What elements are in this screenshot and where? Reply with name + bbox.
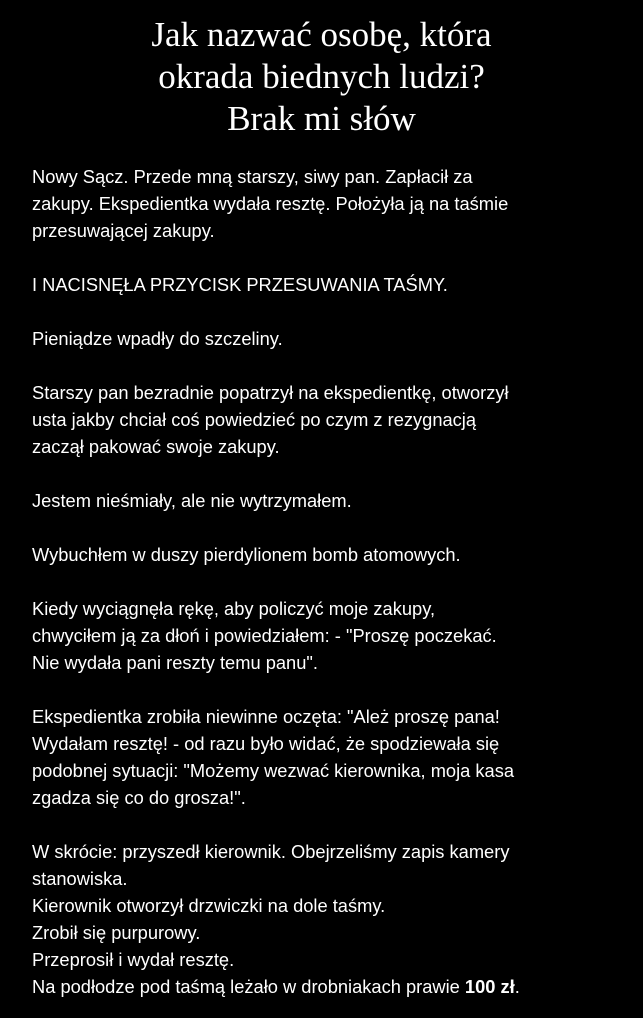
paragraph <box>32 595 632 676</box>
text-line: Kiedy wyciągnęła rękę, aby policzyć moje zakupy, <box>32 598 436 619</box>
text-line: Wybuchłem w duszy pierdylionem bomb atomowych. <box>32 544 461 565</box>
text-line: I NACISNĘŁA PRZYCISK PRZESUWANIA TAŚMY. <box>32 274 448 295</box>
text-line: Kierownik otworzył drzwiczki na dole taśmy. <box>32 895 386 916</box>
text-line: chwyciłem ją za dłoń i powiedziałem: - "Proszę poczekać. <box>32 625 497 646</box>
amount-text: 100 zł <box>464 976 515 997</box>
text-line: usta jakby chciał coś powiedzieć po czym z rezygnacją <box>32 409 477 430</box>
paragraph <box>32 163 632 244</box>
text-line: zgadza się co do grosza!". <box>32 787 246 808</box>
paragraph <box>32 379 632 460</box>
title-line: okrada biednych ludzi? <box>158 57 485 96</box>
text-line: podobnej sytuacji: "Możemy wezwać kierownika, moja kasa <box>32 760 515 781</box>
title-line: Jak nazwać osobę, która <box>151 15 492 54</box>
text-line: Jestem nieśmiały, ale nie wytrzymałem. <box>32 490 352 511</box>
text-line: zaczął pakować swoje zakupy. <box>32 436 280 457</box>
text-line: Nie wydała pani reszty temu panu". <box>32 652 318 673</box>
text-line: zakupy. Ekspedientka wydała resztę. Położyła ją na taśmie <box>32 193 509 214</box>
paragraph <box>32 325 632 352</box>
text-line: Zrobił się purpurowy. <box>32 922 201 943</box>
story-text <box>32 163 632 1000</box>
final-line-text: Na podłodze pod taśmą leżało w drobniakach prawie <box>32 976 465 997</box>
paragraph <box>32 541 632 568</box>
paragraph <box>32 703 632 811</box>
text-line: Ekspedientka zrobiła niewinne oczęta: "Ależ proszę pana! <box>32 706 500 727</box>
final-line-period: . <box>514 976 520 997</box>
paragraph <box>32 271 632 298</box>
paragraph <box>32 838 632 1000</box>
text-line: W skrócie: przyszedł kierownik. Obejrzeliśmy zapis kamery <box>32 841 510 862</box>
text-line: Nowy Sącz. Przede mną starszy, siwy pan. Zapłacił za <box>32 166 473 187</box>
text-line: Wydałam resztę! - od razu było widać, że spodziewała się <box>32 733 500 754</box>
final-line <box>32 973 632 1000</box>
page-title <box>0 14 643 140</box>
text-line: przesuwającej zakupy. <box>32 220 215 241</box>
text-line: Przeprosił i wydał resztę. <box>32 949 235 970</box>
text-line: Pieniądze wpadły do szczeliny. <box>32 328 283 349</box>
text-line: stanowiska. <box>32 868 128 889</box>
text-line: Starszy pan bezradnie popatrzył na ekspedientkę, otworzył <box>32 382 509 403</box>
title-line: Brak mi słów <box>227 99 416 138</box>
paragraph <box>32 487 632 514</box>
